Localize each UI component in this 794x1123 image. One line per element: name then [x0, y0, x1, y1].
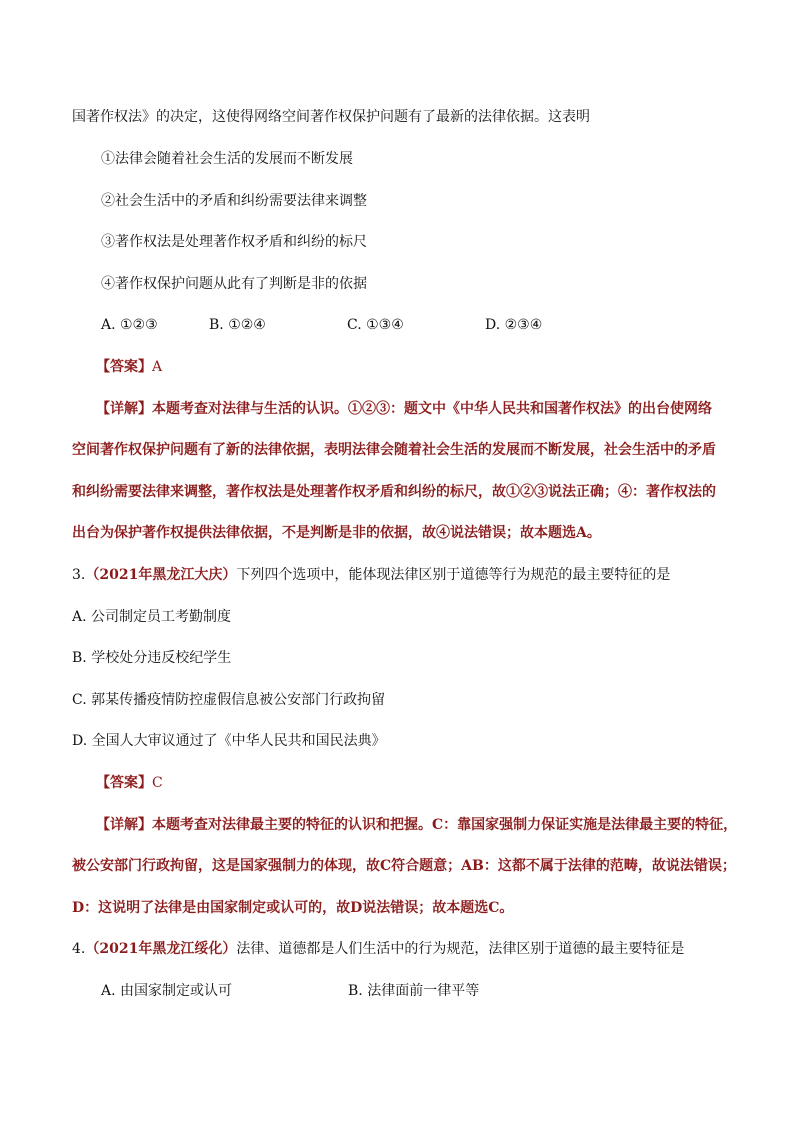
q4-option-a: A. 由国家制定或认可 — [101, 983, 233, 999]
q4-options — [72, 982, 732, 1000]
q2-answer-tag: 【答案】 — [96, 359, 152, 375]
q3-answer-value: C — [152, 775, 163, 791]
q3-option-d: D. 全国人大审议通过了《中华人民共和国民法典》 — [72, 733, 386, 749]
q2-detail-line-1: 【详解】本题考查对法律与生活的认识。①②③：题文中《中华人民共和国著作权法》的出台使网络 — [96, 401, 712, 417]
q2-answer — [96, 358, 756, 376]
statement-4: ④著作权保护问题从此有了判断是非的依据 — [101, 276, 367, 292]
q2-options — [101, 316, 761, 334]
statement-3: ③著作权法是处理著作权矛盾和纠纷的标尺 — [101, 234, 367, 250]
q3-option-a: A. 公司制定员工考勤制度 — [72, 609, 232, 625]
q3-option-c: C. 郭某传播疫情防控虚假信息被公安部门行政拘留 — [72, 692, 386, 708]
q4-number: 4. — [72, 941, 86, 957]
q2-detail-line-3: 和纠纷需要法律来调整，著作权法是处理著作权矛盾和纠纷的标尺，故①②③说法正确；④：著作权法的 — [72, 484, 716, 500]
q3-number: 3. — [72, 567, 86, 583]
q3-detail-line-3: D：这说明了法律是由国家制定或认可的，故D说法错误；故本题选C。 — [72, 900, 514, 916]
q4-source: （2021年黑龙江绥化） — [85, 941, 237, 957]
q3-option-b: B. 学校处分违反校纪学生 — [72, 650, 232, 666]
q4-stem — [72, 940, 732, 958]
q2-detail-line-2: 空间著作权保护问题有了新的法律依据，表明法律会随着社会生活的发展而不断发展，社会生活中的矛盾 — [72, 442, 716, 458]
q4-stem-text: 法律、道德都是人们生活中的行为规范，法律区别于道德的最主要特征是 — [236, 941, 685, 957]
q3-answer-tag: 【答案】 — [96, 775, 152, 791]
q3-source: （2021年黑龙江大庆） — [85, 567, 237, 583]
q3-detail-line-1: 【详解】本题考查对法律最主要的特征的认识和把握。C：靠国家强制力保证实施是法律最主要的特征， — [96, 817, 738, 833]
q2-option-b: B. ①②④ — [209, 317, 266, 333]
q3-detail-line-2: 被公安部门行政拘留，这是国家强制力的体现，故C符合题意；AB：这都不属于法律的范畴，故说法错误； — [72, 858, 736, 874]
q2-answer-value: A — [152, 359, 163, 375]
statement-2: ②社会生活中的矛盾和纠纷需要法律来调整 — [101, 193, 367, 209]
q2-option-c: C. ①③④ — [347, 317, 404, 333]
q3-stem — [72, 566, 732, 584]
q2-detail-line-4: 出台为保护著作权提供法律依据，不是判断是非的依据，故④说法错误；故本题选A。 — [72, 525, 601, 541]
q3-answer — [96, 774, 756, 792]
q2-option-a: A. ①②③ — [101, 317, 158, 333]
q2-option-d: D. ②③④ — [485, 317, 543, 333]
q4-option-b: B. 法律面前一律平等 — [348, 983, 480, 999]
intro-line: 国著作权法》的决定，这使得网络空间著作权保护问题有了最新的法律依据。这表明 — [72, 109, 590, 125]
statement-1: ①法律会随着社会生活的发展而不断发展 — [101, 151, 353, 167]
q3-stem-text: 下列四个选项中，能体现法律区别于道德等行为规范的最主要特征的是 — [236, 567, 671, 583]
